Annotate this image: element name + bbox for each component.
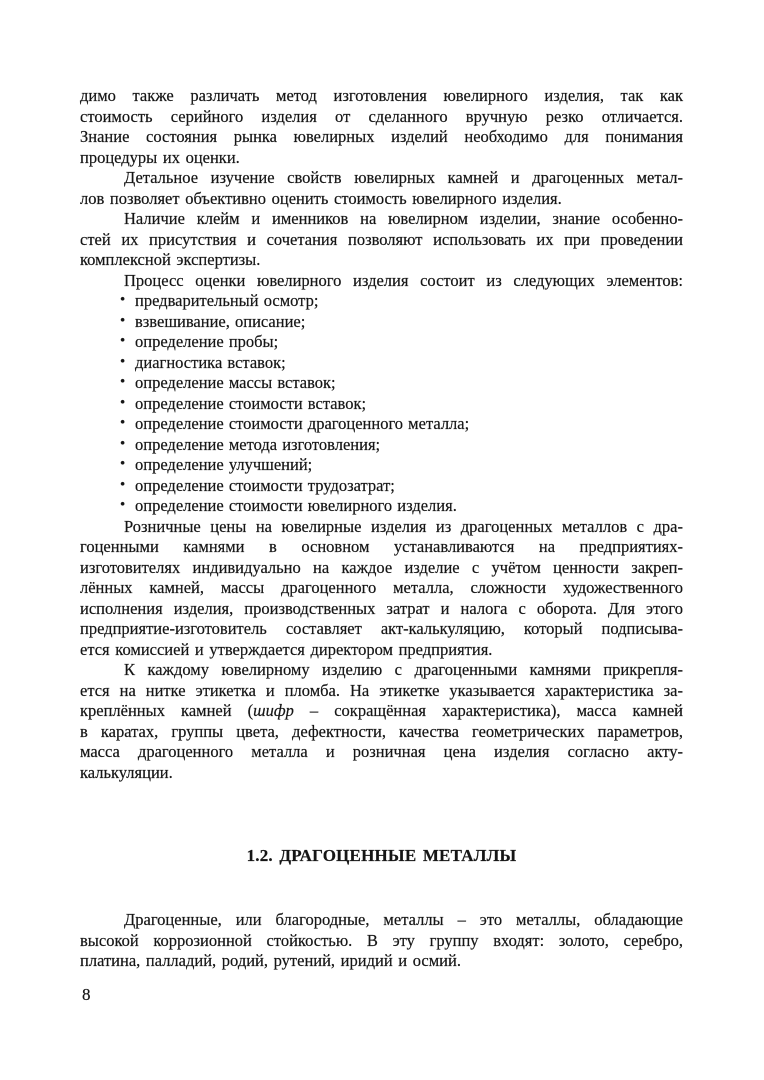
text-line: лов позволяет объективно оценить стоимость ювелирного изделия. [80,188,562,208]
page-number: 8 [82,985,91,1004]
bullet-icon: • [120,292,126,308]
list-item [80,414,683,435]
paragraph [80,168,683,209]
text-line: гоценными камнями в основном устанавливаются на предприятиях- [80,537,683,556]
text-line: в каратах, группы цвета, дефектности, качества геометрических параметров, [80,721,683,741]
text-line-mixed: креплённых камней (шифр – сокращённая характеристика), масса камней [80,701,684,720]
paragraph [80,910,683,972]
text-line: лённых камней, массы драгоценного металла, сложности художественного [80,578,683,597]
paragraph [80,271,683,292]
italic-term: шифр [253,701,294,720]
bullet-icon: • [120,497,126,513]
list-item-label: определение пробы; [135,332,279,351]
list-item [80,353,683,374]
text-line: ется комиссией и утверждается директором предприятия. [80,639,493,659]
list-item-label: взвешивание, описание; [135,311,306,331]
paragraph [80,209,683,271]
list-item [80,455,683,476]
bullet-icon: • [120,374,126,390]
bullet-icon: • [120,312,126,329]
bullet-icon: • [120,353,126,370]
bullet-icon: • [120,394,126,411]
text-line: исполнения изделия, производственных затрат и налога с оборота. Для этого [80,598,683,618]
bullet-list [80,291,683,517]
text-line: Драгоценные, или благородные, металлы – это металлы, обладающие [124,910,683,929]
paragraph [80,517,683,661]
text-line: калькуляции. [80,762,173,782]
list-item [80,394,683,415]
list-item [80,496,683,517]
text-line: Детальное изучение свойств ювелирных камней и драгоценных метал- [124,168,683,187]
text-line: масса драгоценного металла и розничная цена изделия согласно акту- [80,742,683,761]
text-line: предприятие-изготовитель составляет акт-калькуляцию, который подписыва- [80,619,683,638]
list-item-label: определение метода изготовления; [135,434,381,454]
text-line: изготовителях индивидуально на каждое изделие с учётом ценности закреп- [80,557,683,577]
list-item [80,373,683,394]
list-item [80,476,683,497]
list-item [80,291,683,312]
list-item-label: определение стоимости вставок; [135,393,367,413]
text-line: стей их присутствия и сочетания позволяют использовать их при проведении [80,229,683,249]
list-item-label: определение стоимости ювелирного изделия. [135,496,457,515]
list-item-label: определение стоимости драгоценного металла; [135,414,470,433]
text-line: Процесс оценки ювелирного изделия состоит из следующих элементов: [124,270,683,290]
text-line: Розничные цены на ювелирные изделия из драгоценных металлов с дра- [124,516,683,536]
bullet-icon: • [120,435,126,452]
list-item [80,312,683,333]
list-item-label: определение массы вставок; [135,373,336,392]
text-content [80,86,683,972]
list-item-label: определение улучшений; [135,455,313,474]
list-item-label: определение стоимости трудозатрат; [135,475,395,495]
list-item [80,332,683,353]
text-line: К каждому ювелирному изделию с драгоценными камнями прикрепля- [124,660,683,679]
bullet-icon: • [120,476,126,493]
bullet-icon: • [120,456,126,472]
text-line: процедуры их оценки. [80,147,240,167]
bullet-icon: • [120,415,126,431]
list-item [80,435,683,456]
text-line: платина, палладий, родий, рутений, иридий и осмий. [80,951,461,970]
paragraph [80,86,683,168]
paragraph [80,660,683,783]
text-line: стоимость серийного изделия от сделанного вручную резко отличается. [80,106,683,126]
text-line: ется на нитке этикетка и пломба. На этикетке указывается характеристика за- [80,680,683,700]
text-line: комплексной экспертизы. [80,250,261,269]
list-item-label: диагностика вставок; [135,352,286,372]
text-line: димо также различать метод изготовления ювелирного изделия, так как [80,86,683,105]
list-item-label: предварительный осмотр; [135,291,319,310]
section-heading: 1.2. ДРАГОЦЕННЫЕ МЕТАЛЛЫ [246,846,517,865]
text-line: Знание состояния рынка ювелирных изделий необходимо для понимания [80,127,683,146]
text-line: Наличие клейм и именников на ювелирном изделии, знание особенно- [124,209,683,228]
bullet-icon: • [120,333,126,349]
text-line: высокой коррозионной стойкостью. В эту группу входят: золото, серебро, [80,930,683,950]
